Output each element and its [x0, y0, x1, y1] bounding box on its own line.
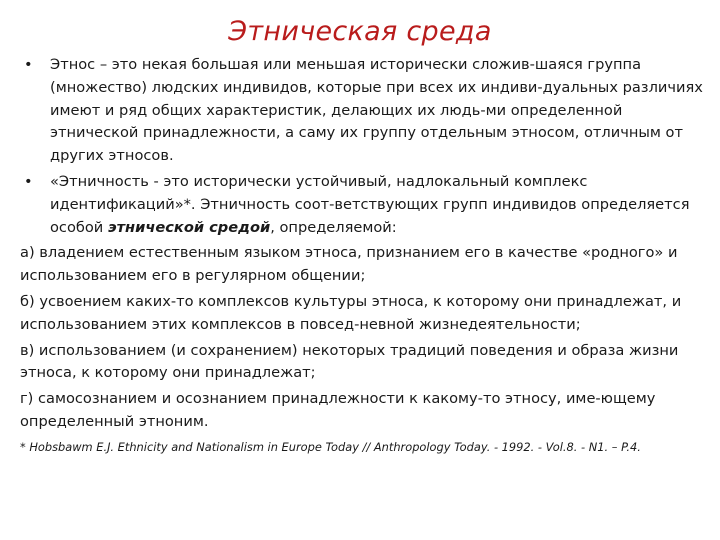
list-item-a: а) владением естественным языком этноса, признанием его в качестве «родного» и использованием его в регулярном общении; — [20, 244, 678, 285]
slide-body — [20, 54, 710, 456]
list-item-g: г) самосознанием и осознанием принадлежности к какому-то этносу, име-ющему определенный этноним. — [20, 390, 656, 430]
bullet-icon: • — [24, 56, 33, 73]
bullet-text-after: , определяемой: — [270, 218, 397, 236]
list-item-v: в) использованием (и сохранением) некоторых традиций поведения и образа жизни этноса, к которому они принадлежат; — [20, 341, 679, 382]
bullet-ethnos-definition — [20, 54, 710, 168]
footnote: * Hobsbawm E.J. Ethnicity and Nationalism in Europe Today // Anthropology Today. - 1992. - Vol.8. - N1. – P.4. — [20, 439, 641, 454]
bullet-ethnicity-definition — [20, 171, 710, 239]
bullet-text-before: «Этничность - это исторически устойчивый, надлокальный комплекс идентификаций»*. Этничность соот-ветствующих групп индивидов определяется особой — [50, 172, 690, 236]
slide-title: Этническая среда — [228, 16, 492, 47]
bullet-text: Этнос – это некая большая или меньшая исторически сложив-шаяся группа (множество) людских индивидов, которые при всех их индиви-дуальных различиях имеют и ряд общих характеристик, делающих их людь-ми определенной этнической принадлежности, а саму их группу отдельным этносом, отличным от других этносов. — [50, 56, 703, 165]
bullet-icon: • — [24, 172, 33, 190]
emphasized-term: этнической средой — [107, 218, 271, 236]
list-item-b: б) усвоением каких-то комплексов культуры этноса, к которому они принадлежат, и использованием этих комплексов в повсед-невной жизнедеятельности; — [20, 292, 682, 333]
